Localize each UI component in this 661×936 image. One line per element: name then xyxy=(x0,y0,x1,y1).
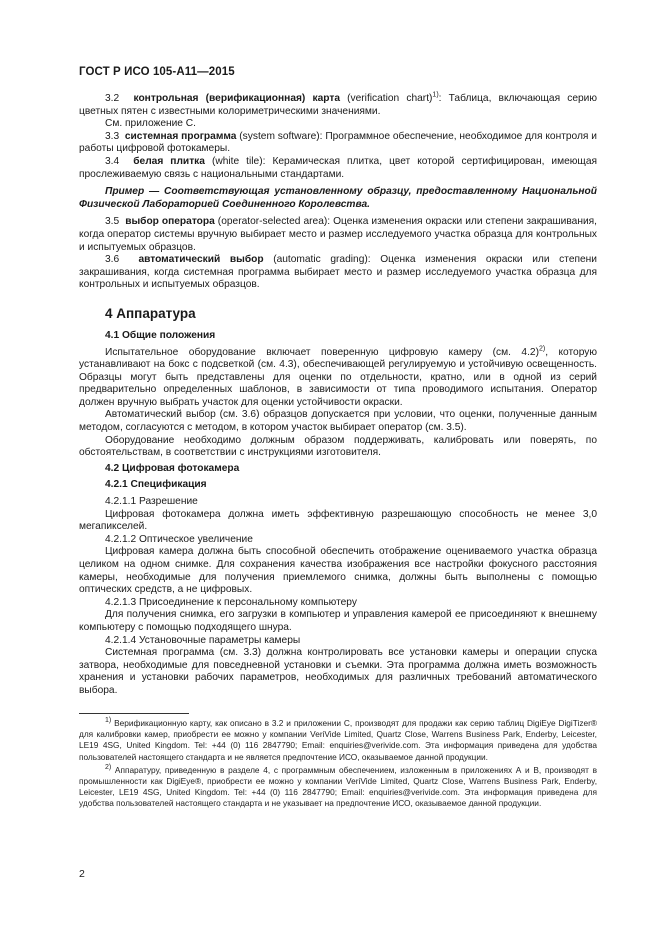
section-4-1-paragraph-3: Оборудование необходимо должным образом поддерживать, калибровать или поверять, по обстоятельствам, в соответствии с инструкциями изготовителя. xyxy=(79,434,597,459)
section-4-2-1-4-title: 4.2.1.4 Установочные параметры камеры xyxy=(105,634,301,646)
footnote-1 xyxy=(79,718,597,763)
term-english: (verification chart) xyxy=(339,93,433,104)
section-4-2-1-4-text: Системная программа (см. 3.3) должна контролировать все установки камеры и операции спуска затвора, необходимые для повседневной установки и съемки. Эта программа должна иметь возможность хранения и установки рабочих параметров, необходимых для различных требований автоматического выбора. xyxy=(79,647,597,696)
section-4-1-title: 4.1 Общие положения xyxy=(105,329,216,341)
page-number: 2 xyxy=(79,868,85,880)
section-4-2-title: 4.2 Цифровая фотокамера xyxy=(105,462,240,474)
term-3-3 xyxy=(79,131,597,156)
section-4-2-1-1-text: Цифровая фотокамера должна иметь эффективную разрешающую способность не менее 3,0 мегапикселей. xyxy=(79,508,597,533)
section-4-2-1-3-title: 4.2.1.3 Присоединение к персональному компьютеру xyxy=(105,596,357,608)
term-number: 3.4 xyxy=(105,155,120,167)
footnote-text: Аппаратуру, приведенную в разделе 4, с программным обеспечением, изложенным в приложениях А и В, производят в промышленности как DigiEye®, приобрести ее можно у компании VeriVide Limited, Quartz Close, Warrens Business Park, Enderby, Leicester, LE19 4SG, United Kingdom. Tel: +44 (0) 116 2847790; Email: enquiries@verivide.com. Эта информация приведена для удобства пользователей настоящего стандарта и не указывает на предпочтение ИСО, оказываемое данной продукции. xyxy=(79,764,597,809)
term-name: автоматический выбор xyxy=(138,254,264,266)
footnote-ref-1[interactable]: 1) xyxy=(432,91,439,99)
section-4-2-1-2-text: Цифровая камера должна быть способной обеспечить отображение оцениваемого участка образца целиком на одном снимке. Для сохранения качества изображения все настройки фокусного расстояния камеры, необходимые для получения приемлемого снимка, должны быть выполнены с помощью оптических средств, а не цифровых. xyxy=(79,546,597,596)
footnote-text: Верификационную карту, как описано в 3.2 и приложении С, производят для продажи как серию таблиц DigiEye DigiTizer® для калибровки камер, приобрести ее можно у компании VeriVide Limited, Quartz Close, Warrens Business Park, Enderby, Leicester, LE19 4SG, United Kingdom. Tel: +44 (0) 116 2847790; Email: enquiries@verivide.com. Эта информация приведена для удобства пользователей настоящего стандарта и не является предпочтение ИСО, оказываемое данной продукции. xyxy=(79,718,597,762)
term-name: выбор оператора xyxy=(125,216,215,228)
term-number: 3.5 xyxy=(105,216,120,228)
main-content xyxy=(79,93,597,698)
example-note: Пример — Соответствующая установленному образцу, предоставленному Национальной Физической Лабораторией Соединенного Королевства. xyxy=(79,186,597,210)
term-definition: (operator-selected area): Оценка изменения окраски или степени закрашивания, когда оператор системы вручную выбирает место и размер исследуемого участка образца для контрольных и испытуемых образцов. xyxy=(79,216,597,253)
section-4-1-paragraph-1 xyxy=(79,347,597,410)
footnote-mark: 1) xyxy=(105,717,112,725)
term-3-4 xyxy=(79,156,597,181)
footnotes xyxy=(79,718,597,812)
term-3-5 xyxy=(79,216,597,254)
term-3-2 xyxy=(79,93,597,118)
term-name: белая плитка xyxy=(133,155,205,167)
section-4-2-1-2-title: 4.2.1.2 Оптическое увеличение xyxy=(105,533,253,545)
standard-header: ГОСТ Р ИСО 105-А11—2015 xyxy=(79,66,235,78)
term-name: контрольная (верификационная) карта xyxy=(133,93,340,104)
term-definition: (white tile): Керамическая плитка, цвет которой сертифицирован, имеющая прослеживаемую связь с национальными стандартами. xyxy=(79,155,597,180)
paragraph-text: Испытательное оборудование включает поверенную цифровую камеру (см. 4.2) xyxy=(105,346,539,358)
footnote-2 xyxy=(79,765,597,810)
term-3-2-see: См. приложение С. xyxy=(105,118,196,130)
section-4-1-paragraph-2: Автоматический выбор (см. 3.6) образцов допускается при условии, что оценки, полученные данным методом, согласуются с методом, в котором участок выбирает оператор (см. 3.5). xyxy=(79,409,597,434)
section-4-2-1-title: 4.2.1 Спецификация xyxy=(105,479,207,491)
paragraph-text: , которую устанавливают на бокс с подсветкой (см. 4.3), обеспечивающей регулируемую и устойчивую освещенность. Образцы могут быть представлены для оценки по отдельности, кратно, или в одной из серий предварительно определенных шаблонов, в зависимости от типа проводимого испытания. Оператор должен вручную выбрать участок для оценки устойчивости окраски. xyxy=(79,346,597,408)
section-4-title: 4 Аппаратура xyxy=(105,305,196,321)
term-name: системная программа xyxy=(124,130,237,142)
footnote-divider xyxy=(79,713,189,714)
term-number: 3.2 xyxy=(105,93,120,104)
term-3-6 xyxy=(79,254,597,292)
term-number: 3.3 xyxy=(105,130,120,142)
term-number: 3.6 xyxy=(105,254,120,266)
section-4-2-1-1-title: 4.2.1.1 Разрешение xyxy=(105,496,198,508)
section-4-2-1-3-text: Для получения снимка, его загрузки в компьютер и управления камерой ее присоединяют к внешнему компьютеру с помощью подходящего шнура. xyxy=(79,609,597,633)
footnote-mark: 2) xyxy=(105,764,112,772)
term-definition: (automatic grading): Оценка изменения окраски или степени закрашивания, когда системная программа выбирает место и размер исследуемого участка образца для контрольных и испытуемых образцов. xyxy=(79,254,597,291)
footnote-ref-2[interactable]: 2) xyxy=(538,345,546,353)
term-definition: : Таблица, включающая серию цветных пятен с известными колориметрическими значениями. xyxy=(79,93,597,117)
term-definition: (system software): Программное обеспечение, необходимое для контроля и работы цифровой фотокамеры. xyxy=(79,130,597,155)
